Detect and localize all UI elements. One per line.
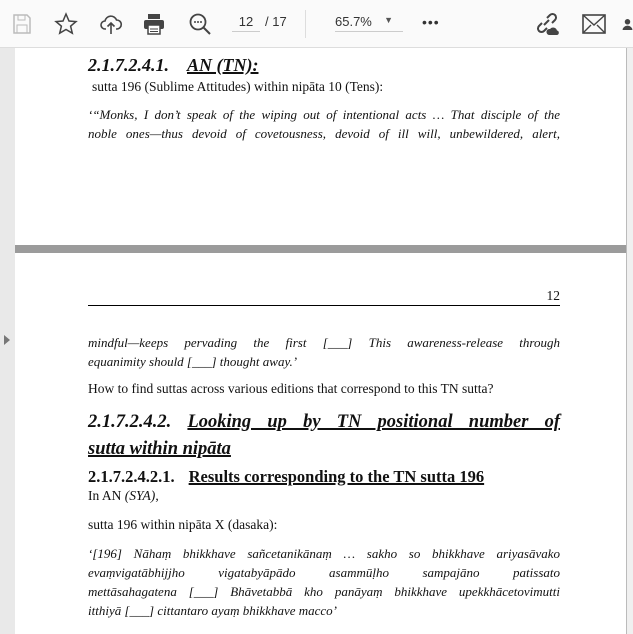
save-icon[interactable] <box>8 10 36 38</box>
quote-line: equanimity should [___] thought away.’ <box>88 354 298 369</box>
heading-title: AN (TN): <box>187 55 259 75</box>
zoom-select[interactable] <box>335 14 403 32</box>
pali-line: evaṃvigatābhijjho vigatabyāpādo asammūḷho sampajāno patissato <box>88 565 560 580</box>
chevron-down-icon: ▼ <box>384 15 393 25</box>
pali-line: itthiyā [___] cittantaro ayaṃ bhikkhave macco’ <box>88 603 337 618</box>
heading-title: sutta within nipāta <box>88 439 231 459</box>
heading-number: 2.1.7.2.4.2.1. <box>88 467 175 486</box>
quote-line: mindful—keeps pervading the first [___] This awareness-release through <box>88 335 560 350</box>
in-an-text: In AN <box>88 488 125 503</box>
quote-line: ‘“Monks, I don’t speak of the wiping out of intentional acts … That disciple of the <box>88 107 560 122</box>
question-text: How to find suttas across various editions that correspond to this TN sutta? <box>88 381 494 396</box>
comma: , <box>155 488 159 503</box>
in-an-line <box>88 488 560 504</box>
heading-number: 2.1.7.2.4.1. <box>88 55 169 75</box>
subtitle: sutta 196 (Sublime Attitudes) within nipāta 10 (Tens): <box>92 79 384 94</box>
zoom-value: 65.7% <box>335 14 372 29</box>
divider <box>305 10 306 38</box>
zoom-search-icon[interactable] <box>186 10 214 38</box>
sutta-line: sutta 196 within nipāta X (dasaka): <box>88 517 278 532</box>
edition-abbr: (SYA) <box>124 488 156 503</box>
header-rule <box>88 305 560 306</box>
page-gap <box>15 245 626 253</box>
scrollbar[interactable] <box>627 48 633 634</box>
page-total: / 17 <box>265 14 287 29</box>
upload-cloud-icon[interactable] <box>97 10 125 38</box>
heading-2-1-7-2-4-1 <box>88 55 560 76</box>
email-icon[interactable] <box>580 10 608 38</box>
expand-panel-icon[interactable] <box>4 335 10 345</box>
heading-title: Looking up by TN positional number of <box>187 412 560 432</box>
heading-number: 2.1.7.2.4.2. <box>88 412 172 432</box>
pali-line: ‘[196] Nāhaṃ bhikkhave sañcetanikānaṃ … sakho so bhikkhave ariyasāvako <box>88 546 560 561</box>
print-icon[interactable] <box>140 10 168 38</box>
heading-2-1-7-2-4-2-1 <box>88 467 560 487</box>
star-icon[interactable] <box>52 10 80 38</box>
more-options-button[interactable]: ••• <box>422 14 440 30</box>
heading-2-1-7-2-4-2 <box>88 412 560 433</box>
heading-title-cont <box>88 439 560 460</box>
share-link-icon[interactable] <box>533 10 561 38</box>
page-number-input[interactable]: 12 <box>232 14 260 32</box>
user-icon[interactable] <box>622 10 633 38</box>
pali-line: mettāsahagatena [___] Bhāvetabbā kho panāyaṃ bhikkhave upekkhācetovimutti <box>88 584 560 599</box>
toolbar <box>0 0 633 48</box>
page-number-header: 12 <box>546 288 560 303</box>
heading-title: Results corresponding to the TN sutta 196 <box>188 467 485 486</box>
quote-line: noble ones—thus devoid of covetousness, devoid of ill will, unbewildered, alert, <box>88 126 560 141</box>
